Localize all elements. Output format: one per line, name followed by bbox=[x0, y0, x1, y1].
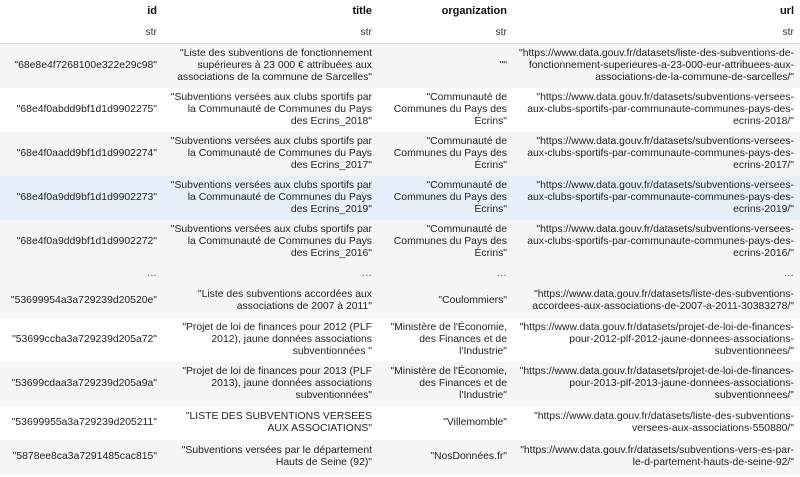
cell-url: "https://www.data.gouv.fr/datasets/subventions-versees-aux-clubs-sportifs-par-communaute-communes-pays-des-ecrins-2017/" bbox=[513, 132, 800, 176]
table-row[interactable] bbox=[0, 132, 800, 176]
cell-organization: "NosDonnées.fr" bbox=[378, 440, 513, 474]
header-row bbox=[0, 0, 800, 22]
table-row[interactable] bbox=[0, 362, 800, 406]
cell-id: "68e4f0a9dd9bf1d1d9902272" bbox=[0, 220, 163, 264]
column-header-id[interactable]: id bbox=[147, 5, 157, 17]
cell-url: "https://www.data.gouv.fr/datasets/projet-de-loi-de-finances-pour-2013-plf-2013-jaune-donnees-associations-subventionnees/" bbox=[513, 362, 800, 406]
cell-organization: "Ministère de l'Économie, des Finances et de l'Industrie" bbox=[378, 362, 513, 406]
ellipsis-row bbox=[0, 264, 800, 284]
cell-title: "Subventions versées aux clubs sportifs par la Communauté de Communes du Pays des Ecrins_2016" bbox=[163, 220, 378, 264]
ellipsis-cell: … bbox=[163, 264, 378, 284]
cell-id: "53699cdaa3a729239d205a9a" bbox=[0, 362, 163, 406]
dtype-organization: str bbox=[378, 22, 513, 44]
table-row[interactable] bbox=[0, 220, 800, 264]
cell-organization: "Ministère de l'Économie, des Finances et de l'Industrie" bbox=[390, 322, 507, 357]
cell-url: "https://www.data.gouv.fr/datasets/liste-des-subventions-versees-aux-associations-550880/" bbox=[534, 411, 794, 434]
column-header-title[interactable]: title bbox=[352, 5, 372, 17]
ellipsis-cell: … bbox=[513, 264, 800, 284]
cell-url: "https://www.data.gouv.fr/datasets/subventions-vers-es-par-le-d-partement-hauts-de-seine-92/" bbox=[513, 440, 800, 474]
cell-title: "Projet de loi de finances pour 2013 (PLF 2013), jaune données associations subventionnées" bbox=[163, 362, 378, 406]
cell-title: "LISTE DES SUBVENTIONS VERSEES AUX ASSOCIATIONS" bbox=[185, 411, 372, 434]
cell-id: "53699955a3a729239d205211" bbox=[11, 417, 157, 428]
cell-organization: "Communauté de Communes du Pays des Écrins" bbox=[378, 220, 513, 264]
cell-title: "Subventions versées aux clubs sportifs par la Communauté de Communes du Pays des Ecrins_2019" bbox=[163, 176, 378, 220]
dtype-title: str bbox=[163, 22, 378, 44]
cell-id: "53699954a3a729239d20520e" bbox=[0, 284, 163, 318]
cell-organization: "Villemomble" bbox=[443, 417, 507, 428]
table-row[interactable] bbox=[0, 44, 800, 89]
cell-url: "https://www.data.gouv.fr/datasets/subventions-versees-aux-clubs-sportifs-par-communaute-communes-pays-des-ecrins-2016/" bbox=[513, 220, 800, 264]
cell-title: "Liste des subventions accordées aux associations de 2007 à 2011" bbox=[163, 284, 378, 318]
cell-id: "53699ccba3a729239d205a72" bbox=[12, 334, 157, 345]
table-row-highlighted[interactable] bbox=[0, 176, 800, 220]
cell-id: "68e4f0abdd9bf1d1d9902275" bbox=[16, 104, 157, 115]
cell-organization: "Communauté de Communes du Pays des Écrins" bbox=[378, 176, 513, 220]
cell-title: "Subventions versées aux clubs sportifs par la Communauté de Communes du Pays des Ecrins_2017" bbox=[163, 132, 378, 176]
column-header-url[interactable]: url bbox=[779, 5, 794, 17]
cell-organization: "Coulommiers" bbox=[378, 284, 513, 318]
cell-organization: "Communauté de Communes du Pays des Écrins" bbox=[393, 92, 507, 127]
cell-url: "https://www.data.gouv.fr/datasets/projet-de-loi-de-finances-pour-2012-plf-2012-jaune-donnees-associations-subventionnees/" bbox=[519, 322, 794, 357]
ellipsis-cell: … bbox=[0, 264, 163, 284]
dtype-id: str bbox=[0, 22, 163, 44]
dtype-url: str bbox=[513, 22, 800, 44]
cell-url: "https://www.data.gouv.fr/datasets/liste-des-subventions-de-fonctionnement-superieures-a-23-000-eur-attribuees-aux-associations-de-la-commune-de-sarcelles/" bbox=[513, 44, 800, 89]
cell-title: "Liste des subventions de fonctionnement supérieures à 23 000 € attribuées aux associations de la commune de Sarcelles" bbox=[163, 44, 378, 89]
cell-id: "68e8e4f7268100e322e29c98" bbox=[0, 44, 163, 89]
table-row[interactable] bbox=[0, 88, 800, 132]
table-row[interactable] bbox=[0, 406, 800, 440]
dtype-row bbox=[0, 22, 800, 44]
cell-id: "5878ee8ca3a7291485cac815" bbox=[0, 440, 163, 474]
cell-id: "68e4f0aadd9bf1d1d9902274" bbox=[0, 132, 163, 176]
ellipsis-cell: … bbox=[378, 264, 513, 284]
cell-organization: "" bbox=[378, 44, 513, 89]
table-row[interactable] bbox=[0, 284, 800, 318]
table-row[interactable] bbox=[0, 318, 800, 362]
cell-organization: "Communauté de Communes du Pays des Écrins" bbox=[378, 132, 513, 176]
cell-title: "Subventions versées aux clubs sportifs par la Communauté de Communes du Pays des Ecrins_2018" bbox=[170, 92, 372, 127]
cell-url: "https://www.data.gouv.fr/datasets/liste-des-subventions-accordees-aux-associations-de-2007-a-2011-30383278/" bbox=[513, 284, 800, 318]
cell-id: "68e4f0a9dd9bf1d1d9902273" bbox=[0, 176, 163, 220]
cell-url: "https://www.data.gouv.fr/datasets/subventions-versees-aux-clubs-sportifs-par-communaute-communes-pays-des-ecrins-2019/" bbox=[513, 176, 800, 220]
cell-url: "https://www.data.gouv.fr/datasets/subventions-versees-aux-clubs-sportifs-par-communaute-communes-pays-des-ecrins-2018/" bbox=[527, 92, 794, 127]
table-row[interactable] bbox=[0, 440, 800, 474]
cell-title: "Projet de loi de finances pour 2012 (PLF 2012), jaune données associations subventionnées " bbox=[182, 322, 372, 357]
cell-title: "Subventions versées par le département Hauts de Seine (92)" bbox=[163, 440, 378, 474]
table-header bbox=[0, 0, 800, 44]
table-body bbox=[0, 44, 800, 475]
column-header-organization[interactable]: organization bbox=[441, 5, 507, 17]
